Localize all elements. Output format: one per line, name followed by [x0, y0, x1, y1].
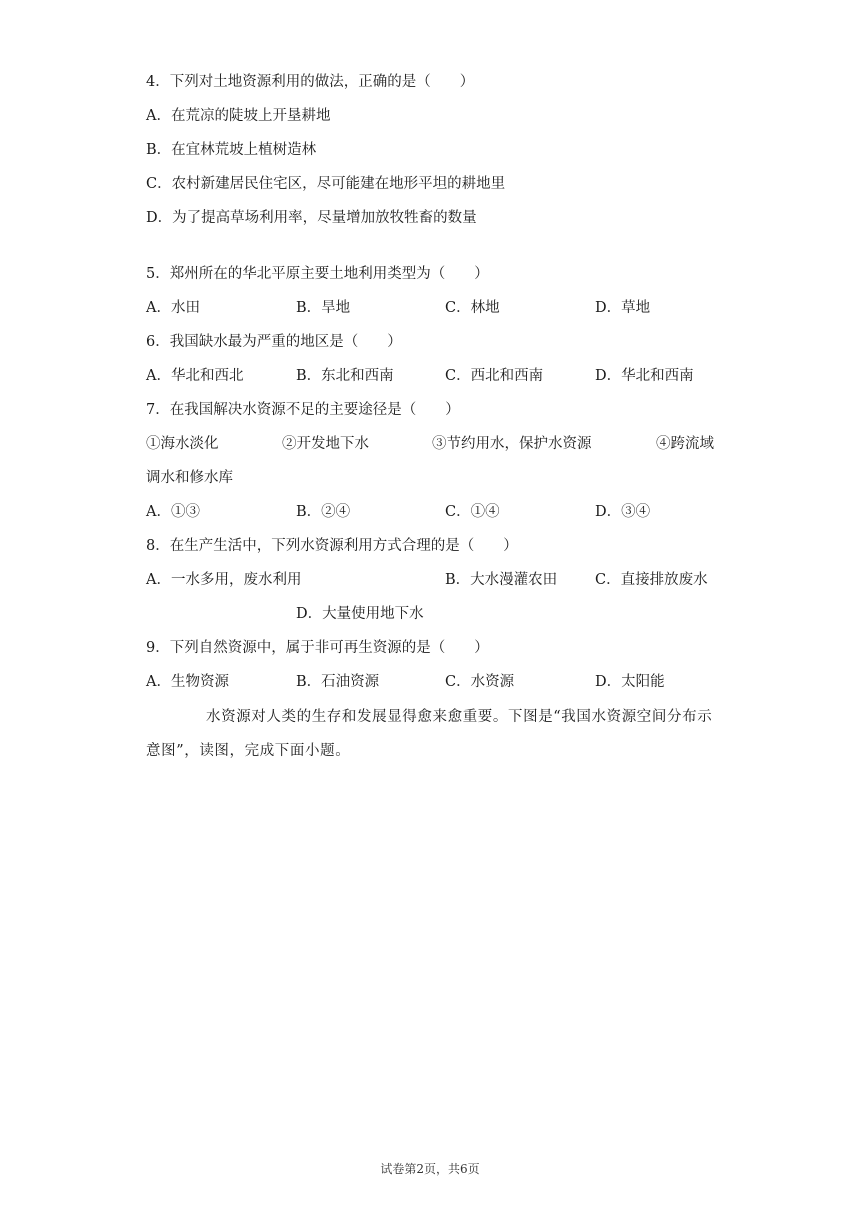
question-8-option-b: B．大水漫灌农田: [445, 572, 558, 588]
question-4-option-d: D．为了提高草场利用率，尽量增加放牧牲畜的数量: [146, 210, 477, 226]
question-7-option-c: C．①④: [445, 504, 500, 520]
question-6-option-b: B．东北和西南: [296, 368, 394, 384]
question-9-stem: 9．下列自然资源中，属于非可再生资源的是（ ）: [146, 640, 489, 656]
question-4-stem: 4．下列对土地资源利用的做法，正确的是（ ）: [146, 74, 475, 90]
passage-line-1: 水资源对人类的生存和发展显得愈来愈重要。下图是“我国水资源空间分布示: [206, 709, 713, 725]
question-4-option-a: A．在荒凉的陡坡上开垦耕地: [146, 108, 331, 124]
question-8-option-c: C．直接排放废水: [595, 572, 708, 588]
question-7-item-4-continued: 调水和修水库: [146, 470, 233, 486]
question-5-option-d: D．草地: [595, 300, 651, 316]
question-9-option-a: A．生物资源: [146, 674, 229, 690]
page-footer: 试卷第2页，共6页: [380, 1162, 480, 1176]
question-8-stem: 8．在生产生活中，下列水资源利用方式合理的是（ ）: [146, 538, 518, 554]
question-5-option-c: C．林地: [445, 300, 500, 316]
question-7-option-d: D．③④: [595, 504, 651, 520]
question-7-item-1: ①海水淡化: [146, 436, 219, 452]
question-7-stem: 7．在我国解决水资源不足的主要途径是（ ）: [146, 402, 460, 418]
question-5-option-b: B．旱地: [296, 300, 351, 316]
question-5-option-a: A．水田: [146, 300, 200, 316]
passage-line-2: 意图”，读图，完成下面小题。: [146, 743, 351, 759]
question-6-option-d: D．华北和西南: [595, 368, 694, 384]
question-4-option-b: B．在宜林荒坡上植树造林: [146, 142, 317, 158]
question-7-item-3: ③节约用水，保护水资源: [432, 436, 592, 452]
question-4-option-c: C．农村新建居民住宅区，尽可能建在地形平坦的耕地里: [146, 176, 506, 192]
question-8-option-d: D．大量使用地下水: [296, 606, 424, 622]
question-7-item-4: ④跨流域: [656, 436, 714, 452]
question-9-option-b: B．石油资源: [296, 674, 380, 690]
question-8-option-a: A．一水多用，废水利用: [146, 572, 302, 588]
question-9-option-d: D．太阳能: [595, 674, 665, 690]
question-7-option-b: B．②④: [296, 504, 351, 520]
question-5-stem: 5．郑州所在的华北平原主要土地利用类型为（ ）: [146, 266, 489, 282]
question-6-option-a: A．华北和西北: [146, 368, 244, 384]
question-6-stem: 6．我国缺水最为严重的地区是（ ）: [146, 334, 402, 350]
question-7-item-2: ②开发地下水: [282, 436, 369, 452]
question-7-option-a: A．①③: [146, 504, 200, 520]
question-9-option-c: C．水资源: [445, 674, 515, 690]
question-6-option-c: C．西北和西南: [445, 368, 544, 384]
